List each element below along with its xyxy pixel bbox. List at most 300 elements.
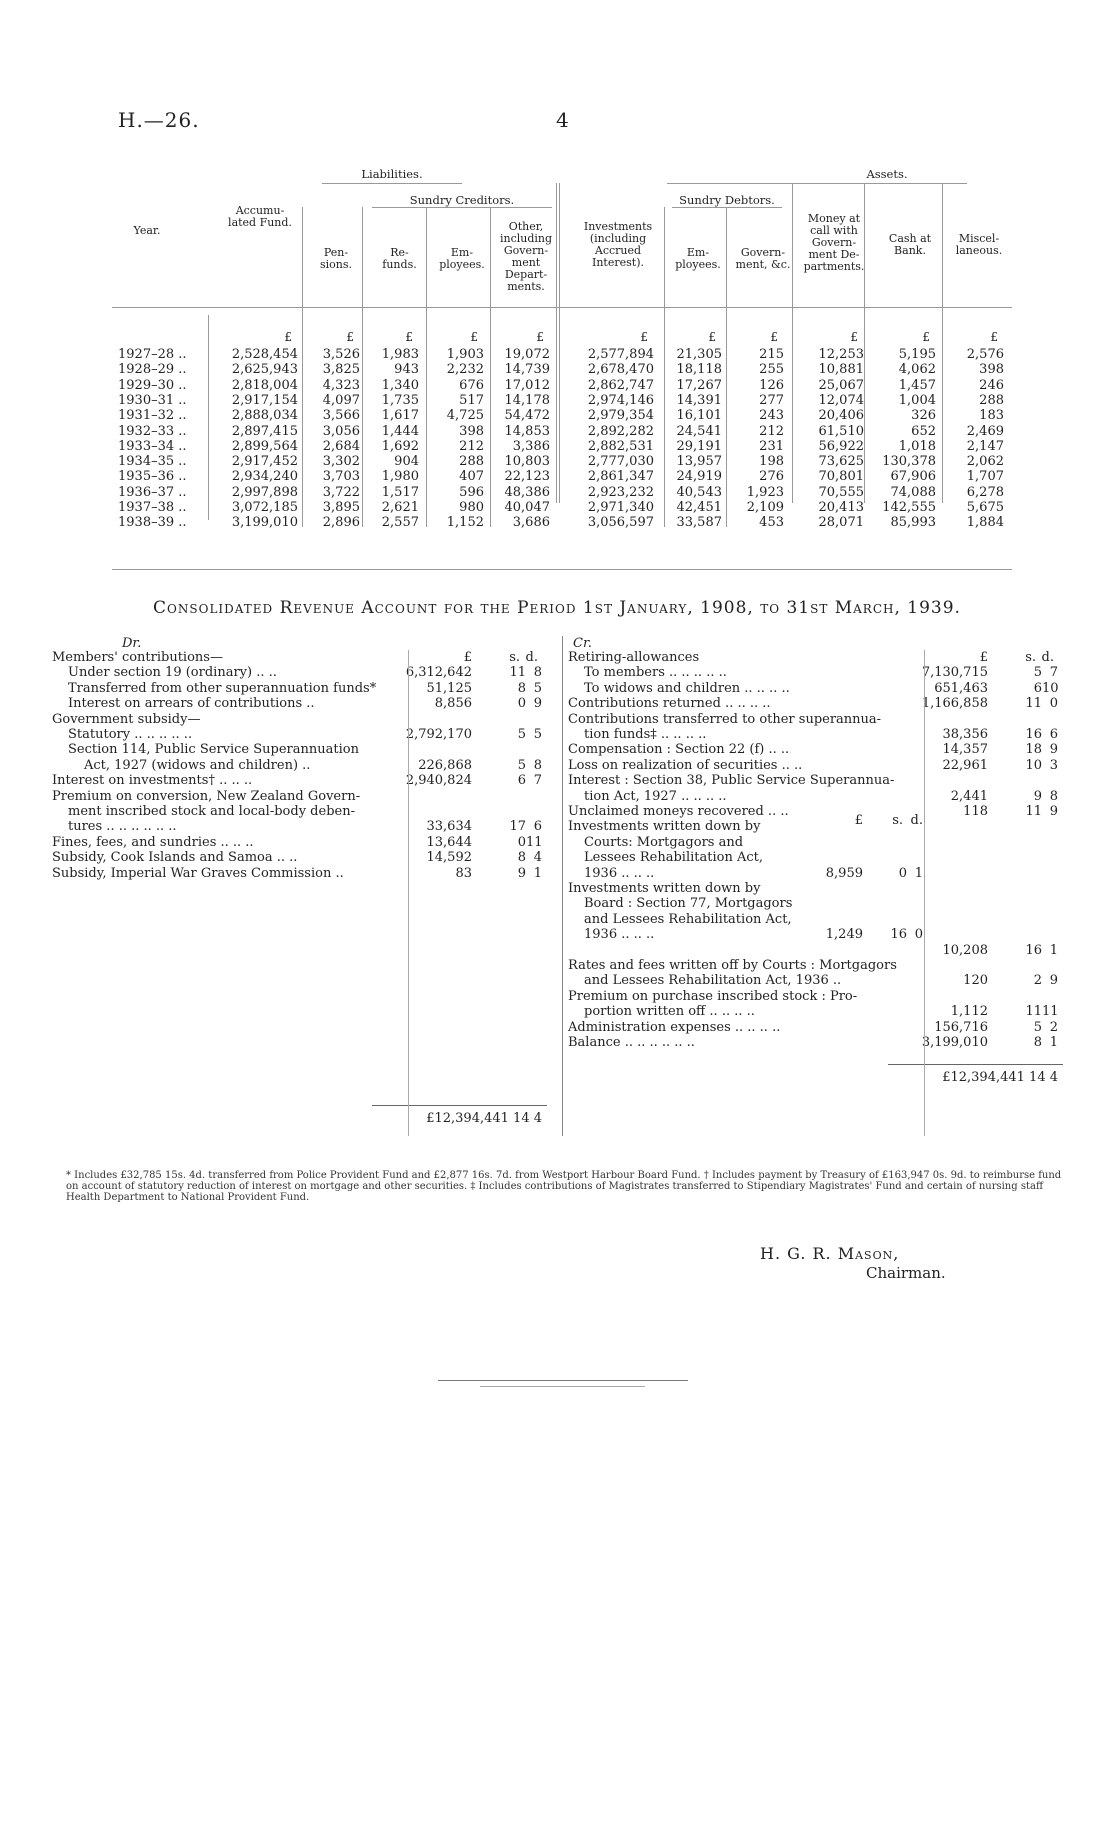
table-cell: 2,882,531: [587, 438, 654, 454]
table-cell: 407: [459, 469, 484, 485]
table-cell: 212: [759, 423, 784, 439]
account-line: Act, 1927 (widows and children) ..: [84, 757, 311, 773]
table-cell: 2,557: [381, 515, 419, 531]
table-cell: 73,625: [818, 454, 864, 470]
table-cell: 21,305: [676, 347, 722, 362]
table-cell: 517: [459, 392, 484, 408]
amount-shillings: 0: [517, 834, 526, 850]
account-line: Retiring-allowances: [568, 650, 700, 665]
group-sundry-creditors: Sundry Creditors.: [409, 193, 515, 207]
account-line: tion Act, 1927 .. .. .. ..: [584, 788, 727, 804]
table-cell: 40,543: [676, 484, 722, 500]
column-header: Pen- sions.: [319, 246, 352, 271]
table-cell: 2,917,452: [231, 454, 298, 470]
account-line: Board : Section 77, Mortgagors: [584, 896, 793, 912]
amount-shillings: 5: [517, 727, 526, 742]
table-cell: 904: [394, 454, 419, 470]
account-line: Subsidy, Imperial War Graves Commission ..: [52, 865, 344, 881]
amount-pounds: 14,357: [942, 742, 988, 758]
column-header: Govern- ment, &c.: [735, 246, 791, 271]
table-cell: 48,386: [504, 484, 550, 500]
amount-shillings: 8: [517, 680, 526, 696]
table-cell: 277: [759, 392, 784, 408]
amount-pence: 2: [1049, 1019, 1058, 1035]
account-line: and Lessees Rehabilitation Act, 1936 ..: [584, 973, 842, 989]
table-cell: 1,980: [381, 469, 419, 485]
table-cell: 14,178: [504, 392, 550, 408]
table-cell: 1,340: [381, 377, 419, 393]
account-line: Balance .. .. .. .. .. ..: [568, 1035, 695, 1050]
table-cell: 243: [759, 408, 784, 424]
amount-pence: 11: [1042, 1004, 1059, 1020]
money-col-head: s.: [1025, 650, 1036, 665]
table-cell: 17,012: [504, 377, 550, 393]
group-liabilities: Liabilities.: [361, 167, 423, 181]
account-line: Interest on investments† .. .. ..: [52, 773, 253, 789]
column-header: Year.: [133, 224, 161, 237]
table-cell: 288: [979, 392, 1004, 408]
amount-pence: 5: [533, 680, 542, 696]
table-cell: 3,895: [322, 500, 360, 515]
page-number: 4: [556, 108, 570, 132]
amount-pounds: 14,592: [426, 850, 472, 866]
header-rule: [667, 183, 967, 184]
table-row-year: 1935–36 ..: [118, 469, 187, 485]
sub-amount-shillings: 0: [898, 865, 907, 881]
currency-symbol: £: [850, 330, 858, 344]
account-line: Members' contributions—: [52, 650, 223, 665]
table-cell: 326: [911, 408, 936, 424]
debit-side: [52, 636, 560, 1136]
column-header: Investments (including Accrued Interest).: [583, 220, 653, 269]
money-col-head: d.: [525, 650, 538, 665]
table-cell: 3,526: [322, 347, 360, 362]
amount-pounds: 83: [455, 865, 472, 881]
table-cell: 2,777,030: [587, 454, 654, 470]
table-cell: 85,993: [890, 515, 936, 531]
table-cell: 130,378: [882, 454, 936, 470]
sub-col-head: d.: [910, 813, 923, 828]
table-cell: 1,735: [381, 392, 419, 408]
sub-amount-pounds: 1,249: [825, 927, 863, 943]
amount-pounds: 8,856: [434, 696, 472, 712]
header-rule: [672, 207, 782, 208]
table-cell: 2,469: [966, 423, 1004, 439]
report-code: H.—26.: [118, 108, 200, 132]
currency-symbol: £: [405, 330, 413, 344]
table-cell: 4,097: [322, 392, 360, 408]
table-bottom-rule: [112, 569, 1012, 570]
amount-pounds: 651,463: [934, 680, 988, 696]
table-row-year: 1929–30 ..: [118, 377, 187, 393]
account-line: Loss on realization of securities .. ..: [568, 757, 803, 773]
table-cell: 2,971,340: [587, 500, 654, 515]
amount-pence: 9: [1049, 804, 1058, 819]
table-cell: 2,917,154: [231, 392, 298, 408]
side-heading: Dr.: [122, 636, 142, 651]
table-cell: 676: [459, 377, 484, 393]
column-header: Em- ployees.: [675, 246, 721, 271]
amount-pence: 1: [1049, 942, 1058, 958]
column-rule: [559, 183, 560, 503]
account-line: tures .. .. .. .. .. ..: [68, 819, 177, 835]
table-cell: 1,517: [381, 484, 419, 500]
amount-pence: 9: [1049, 973, 1058, 989]
column-rule: [556, 183, 557, 503]
account-line: Courts: Mortgagors and: [584, 834, 744, 850]
table-cell: 67,906: [890, 469, 936, 485]
table-cell: 1,903: [446, 347, 484, 362]
table-cell: 5,675: [966, 500, 1004, 515]
table-cell: 12,253: [818, 347, 864, 362]
table-cell: 10,803: [504, 454, 550, 470]
table-cell: 56,922: [818, 438, 864, 454]
column-header: Money at call with Govern- ment De- partments.: [803, 212, 865, 273]
currency-symbol: £: [770, 330, 778, 344]
account-line: Interest on arrears of contributions ..: [68, 696, 315, 712]
account-line: Unclaimed moneys recovered .. ..: [568, 804, 789, 819]
table-cell: 14,739: [504, 362, 550, 378]
account-line: Transferred from other superannuation funds*: [68, 680, 377, 696]
table-cell: 231: [759, 438, 784, 454]
account-total: £12,394,441 14 4: [942, 1070, 1058, 1086]
table-cell: 5,195: [898, 347, 936, 362]
table-cell: 1,018: [898, 438, 936, 454]
header-rule: [372, 207, 552, 208]
amount-pence: 3: [1049, 757, 1058, 773]
amount-pence: 7: [1049, 665, 1058, 681]
account-line: To widows and children .. .. .. ..: [584, 680, 790, 696]
amount-pounds: 2,792,170: [405, 727, 472, 742]
table-cell: 70,555: [818, 484, 864, 500]
account-line: Premium on conversion, New Zealand Govern-: [52, 788, 361, 804]
table-cell: 3,056: [322, 423, 360, 439]
sub-amount-shillings: 16: [890, 927, 907, 943]
table-cell: 1,617: [381, 408, 419, 424]
table-cell: 1,004: [898, 392, 936, 408]
table-cell: 16,101: [676, 408, 722, 424]
amount-shillings: 5: [517, 757, 526, 773]
table-cell: 3,825: [322, 362, 360, 378]
group-assets: Assets.: [866, 167, 908, 181]
account-line: Government subsidy—: [52, 711, 201, 727]
amount-pence: 11: [526, 834, 543, 850]
table-cell: 596: [459, 484, 484, 500]
table-cell: 183: [979, 408, 1004, 424]
amount-pounds: 38,356: [942, 727, 988, 742]
table-cell: 42,451: [676, 500, 722, 515]
table-cell: 142,555: [882, 500, 936, 515]
column-header: Re- funds.: [382, 246, 417, 271]
amount-pounds: 3,199,010: [921, 1035, 988, 1050]
table-cell: 2,997,898: [231, 484, 298, 500]
amount-shillings: 11: [1025, 1004, 1042, 1020]
table-cell: 2,934,240: [231, 469, 298, 485]
table-cell: 1,983: [381, 347, 419, 362]
table-cell: 198: [759, 454, 784, 470]
currency-symbol: £: [470, 330, 478, 344]
table-cell: 13,957: [676, 454, 722, 470]
table-cell: 943: [394, 362, 419, 378]
table-cell: 2,109: [746, 500, 784, 515]
column-header: Em- ployees.: [439, 246, 485, 271]
table-cell: 398: [979, 362, 1004, 378]
account-line: Administration expenses .. .. .. ..: [568, 1019, 781, 1035]
table-cell: 212: [459, 438, 484, 454]
account-line: To members .. .. .. .. ..: [584, 665, 727, 681]
amount-pounds: 33,634: [426, 819, 472, 835]
table-cell: 4,062: [898, 362, 936, 378]
amount-pence: 9: [1049, 742, 1058, 758]
table-cell: 2,979,354: [587, 408, 654, 424]
account-line: portion written off .. .. .. ..: [584, 1004, 755, 1020]
amount-pounds: 6,312,642: [405, 665, 472, 681]
currency-symbol: £: [922, 330, 930, 344]
signatory-name: H. G. R. Mason,: [760, 1244, 900, 1263]
table-cell: 2,678,470: [587, 362, 654, 378]
account-line: Premium on purchase inscribed stock : Pro-: [568, 988, 858, 1004]
amount-pence: 4: [533, 850, 542, 866]
table-cell: 3,386: [512, 438, 550, 454]
table-cell: 1,707: [966, 469, 1004, 485]
account-title: Consolidated Revenue Account for the Period 1st January, 1908, to 31st March, 1939.: [153, 598, 961, 618]
table-cell: 2,888,034: [231, 408, 298, 424]
table-cell: 3,199,010: [231, 515, 298, 531]
amount-pence: 7: [533, 773, 542, 789]
sub-amount-pence: 1: [914, 865, 923, 881]
amount-shillings: 18: [1025, 742, 1042, 758]
amount-pounds: 22,961: [942, 757, 988, 773]
column-rule: [208, 315, 209, 520]
amount-shillings: 16: [1025, 727, 1042, 742]
table-cell: 29,191: [676, 438, 722, 454]
sub-amount-pounds: 8,959: [825, 865, 863, 881]
table-cell: 2,577,894: [587, 347, 654, 362]
account-line: Contributions returned .. .. .. ..: [568, 696, 771, 712]
table-cell: 2,621: [381, 500, 419, 515]
amount-shillings: 9: [517, 865, 526, 881]
table-cell: 288: [459, 454, 484, 470]
column-header: Miscel- laneous.: [955, 232, 1003, 257]
account-line: Subsidy, Cook Islands and Samoa .. ..: [52, 850, 298, 866]
table-row-year: 1932–33 ..: [118, 423, 187, 439]
table-cell: 2,818,004: [231, 377, 298, 393]
account-line: Interest : Section 38, Public Service Superannua-: [568, 773, 895, 789]
table-cell: 24,541: [676, 423, 722, 439]
currency-symbol: £: [990, 330, 998, 344]
table-cell: 255: [759, 362, 784, 378]
table-cell: 2,576: [966, 347, 1004, 362]
table-cell: 19,072: [504, 347, 550, 362]
table-cell: 2,625,943: [231, 362, 298, 378]
column-header: Cash at Bank.: [888, 232, 932, 257]
table-cell: 2,892,282: [587, 423, 654, 439]
amount-shillings: 5: [1033, 1019, 1042, 1035]
table-row-year: 1931–32 ..: [118, 408, 187, 424]
table-cell: 2,147: [966, 438, 1004, 454]
amount-shillings: 5: [1033, 665, 1042, 681]
side-heading: Cr.: [573, 636, 592, 651]
amount-pounds: 156,716: [934, 1019, 988, 1035]
account-line: and Lessees Rehabilitation Act,: [584, 911, 792, 927]
table-cell: 22,123: [504, 469, 550, 485]
amount-pounds: 226,868: [418, 757, 472, 773]
money-col-head: s.: [509, 650, 520, 665]
table-cell: 1,444: [381, 423, 419, 439]
column-header: Other, including Govern- ment Depart- ments.: [499, 220, 553, 293]
amount-shillings: 17: [509, 819, 526, 835]
table-cell: 2,974,146: [587, 392, 654, 408]
amount-pence: 10: [1042, 680, 1059, 696]
table-cell: 10,881: [818, 362, 864, 378]
end-rule: [438, 1380, 688, 1381]
credit-side: [568, 636, 1080, 1156]
table-cell: 28,071: [818, 515, 864, 531]
table-row-year: 1936–37 ..: [118, 484, 187, 500]
currency-symbol: £: [346, 330, 354, 344]
table-row-year: 1937–38 ..: [118, 500, 187, 515]
amount-pence: 1: [1049, 1035, 1058, 1050]
amount-pence: 6: [1049, 727, 1058, 742]
total-rule: [888, 1064, 1063, 1065]
account-line: Under section 19 (ordinary) .. ..: [68, 665, 277, 681]
table-cell: 1,923: [746, 484, 784, 500]
amount-pence: 0: [1049, 696, 1058, 712]
account-line: Compensation : Section 22 (f) .. ..: [568, 742, 790, 758]
table-row-year: 1933–34 ..: [118, 438, 187, 454]
amount-pounds: 1,112: [950, 1004, 988, 1020]
money-col-head: £: [463, 650, 472, 665]
account-line: 1936 .. .. ..: [584, 927, 655, 943]
table-cell: 2,232: [446, 362, 484, 378]
table-cell: 398: [459, 423, 484, 439]
ledger-divider-cr: [924, 650, 925, 1136]
table-cell: 246: [979, 377, 1004, 393]
money-col-head: d.: [1041, 650, 1054, 665]
table-cell: 40,047: [504, 500, 550, 515]
amount-shillings: 8: [517, 850, 526, 866]
amount-pounds: 1,166,858: [921, 696, 988, 712]
table-cell: 2,896: [322, 515, 360, 531]
amount-pounds: 120: [963, 973, 988, 989]
amount-shillings: 6: [1033, 680, 1042, 696]
amount-pounds: 118: [963, 804, 988, 819]
table-row-year: 1928–29 ..: [118, 362, 187, 378]
money-col-head: £: [979, 650, 988, 665]
amount-shillings: 0: [517, 696, 526, 712]
account-line: Investments written down by: [568, 881, 761, 896]
table-cell: 3,703: [322, 469, 360, 485]
table-cell: 2,528,454: [231, 347, 298, 362]
table-cell: 70,801: [818, 469, 864, 485]
table-cell: 74,088: [890, 484, 936, 500]
table-cell: 2,062: [966, 454, 1004, 470]
table-cell: 1,692: [381, 438, 419, 454]
amount-shillings: 16: [1025, 942, 1042, 958]
amount-shillings: 11: [1025, 804, 1042, 819]
table-row-year: 1934–35 ..: [118, 454, 187, 470]
account-line: Statutory .. .. .. .. ..: [68, 727, 193, 742]
table-cell: 54,472: [504, 408, 550, 424]
table-cell: 14,391: [676, 392, 722, 408]
sub-col-head: £: [854, 813, 863, 828]
table-row-year: 1927–28 ..: [118, 347, 187, 362]
account-total: £12,394,441 14 4: [426, 1111, 542, 1126]
table-cell: 25,067: [818, 377, 864, 393]
ledger-divider-dr: [408, 650, 409, 1136]
table-cell: 1,457: [898, 377, 936, 393]
table-cell: 3,072,185: [231, 500, 298, 515]
group-sundry-debtors: Sundry Debtors.: [679, 193, 775, 207]
table-cell: 2,897,415: [231, 423, 298, 439]
footnotes: * Includes £32,785 15s. 4d. transferred from Police Provident Fund and £2,877 16s. 7d. from Westport Harbour Board Fund. † Includes payment by Treasury of £163,947 0s. 9d. to reimburse fund on account of statutory reduction of interest on mortgage and other securities. ‡ Includes contributions of Magistrates transferred to Stipendiary Magistrates' Fund and certain of nursing staff Health Department to National Provident Fund.: [66, 1170, 1062, 1203]
column-header: Accumu- lated Fund.: [228, 204, 292, 229]
table-cell: 276: [759, 469, 784, 485]
table-cell: 2,861,347: [587, 469, 654, 485]
amount-shillings: 11: [1025, 696, 1042, 712]
ledger-divider: [562, 636, 563, 1136]
account-line: Contributions transferred to other superannua-: [568, 711, 882, 727]
account-line: Investments written down by: [568, 819, 761, 835]
table-cell: 20,413: [818, 500, 864, 515]
account-line: ment inscribed stock and local-body deben-: [68, 804, 355, 819]
table-cell: 1,152: [446, 515, 484, 531]
table-cell: 20,406: [818, 408, 864, 424]
table-cell: 61,510: [818, 423, 864, 439]
amount-shillings: 6: [517, 773, 526, 789]
amount-pounds: 7,130,715: [921, 665, 988, 681]
table-cell: 1,884: [966, 515, 1004, 531]
table-cell: 4,725: [446, 408, 484, 424]
total-rule: [372, 1105, 547, 1106]
table-cell: 3,686: [512, 515, 550, 531]
table-cell: 3,056,597: [587, 515, 654, 531]
amount-pence: 8: [1049, 788, 1058, 804]
account-line: Section 114, Public Service Superannuation: [68, 742, 359, 758]
table-cell: 3,722: [322, 484, 360, 500]
currency-symbol: £: [536, 330, 544, 344]
amount-shillings: 2: [1033, 973, 1042, 989]
amount-pounds: 10,208: [942, 942, 988, 958]
table-cell: 215: [759, 347, 784, 362]
table-cell: 6,278: [966, 484, 1004, 500]
amount-pence: 8: [533, 665, 542, 681]
table-cell: 453: [759, 515, 784, 531]
table-cell: 24,919: [676, 469, 722, 485]
amount-pence: 9: [533, 696, 542, 712]
account-line: Fines, fees, and sundries .. .. ..: [52, 834, 254, 850]
table-row-year: 1930–31 ..: [118, 392, 187, 408]
amount-shillings: 10: [1025, 757, 1042, 773]
table-row-year: 1938–39 ..: [118, 515, 187, 531]
account-line: 1936 .. .. ..: [584, 865, 655, 881]
table-cell: 3,302: [322, 454, 360, 470]
account-line: Rates and fees written off by Courts : Mortgagors: [568, 958, 897, 973]
table-cell: 3,566: [322, 408, 360, 424]
account-line: tion funds‡ .. .. .. ..: [584, 727, 707, 742]
amount-pence: 5: [533, 727, 542, 742]
table-top-rule: [112, 307, 1012, 308]
table-cell: 18,118: [676, 362, 722, 378]
amount-pence: 6: [533, 819, 542, 835]
amount-pounds: 2,940,824: [405, 773, 472, 789]
amount-pence: 1: [533, 865, 542, 881]
currency-symbol: £: [640, 330, 648, 344]
table-cell: 126: [759, 377, 784, 393]
table-cell: 12,074: [818, 392, 864, 408]
amount-pounds: 51,125: [426, 680, 472, 696]
table-cell: 17,267: [676, 377, 722, 393]
